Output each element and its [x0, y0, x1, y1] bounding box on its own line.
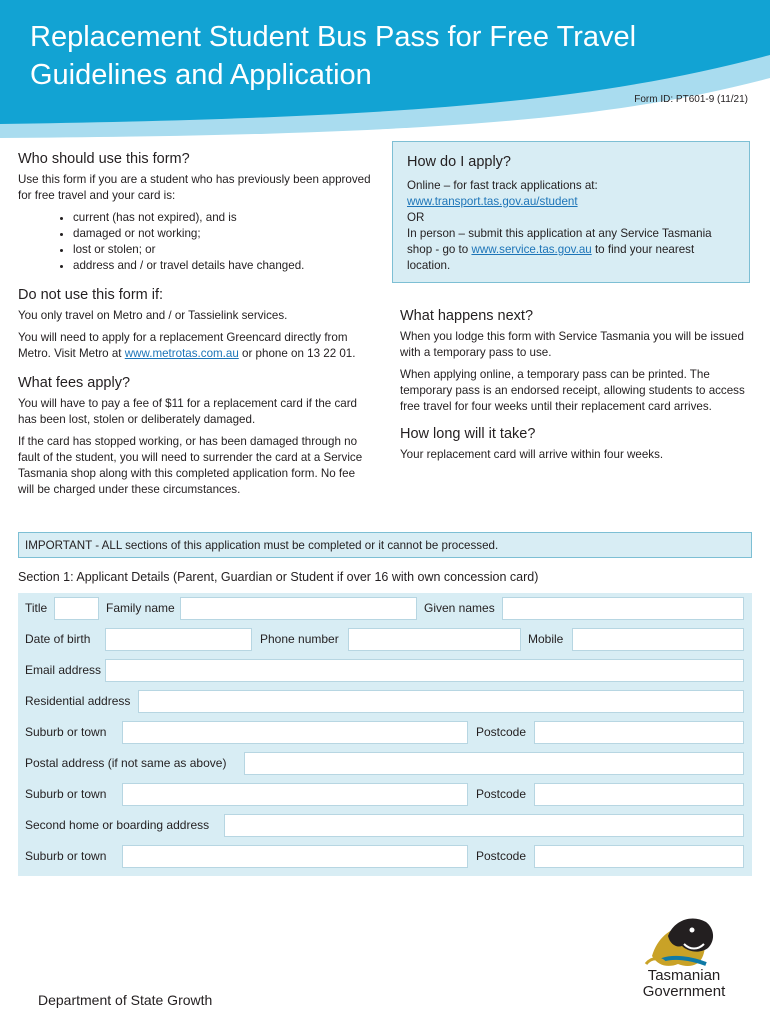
how-apply-or: OR — [407, 211, 425, 224]
second-postcode-field[interactable] — [534, 845, 744, 868]
next-p1: When you lodge this form with Service Tasmania you will be issued with a temporary pass to use. — [400, 330, 744, 359]
form-row — [18, 686, 752, 717]
second-postcode-label: Postcode — [476, 849, 527, 863]
suburb-field[interactable] — [122, 721, 468, 744]
phone-field[interactable] — [348, 628, 521, 651]
postal-label: Postal address (if not same as above) — [25, 756, 227, 770]
how-apply-heading: How do I apply? — [407, 154, 511, 170]
suburb-label: Suburb or town — [25, 725, 107, 739]
next-p2: When applying online, a temporary pass can be printed. The temporary pass is an endorsed receipt, allowing students to access free travel for four weeks until their replacement card arrives. — [400, 368, 745, 413]
residential-field[interactable] — [138, 690, 744, 713]
mobile-field[interactable] — [572, 628, 744, 651]
who-should-heading: Who should use this form? — [18, 151, 190, 167]
phone-label: Phone number — [260, 632, 339, 646]
service-tas-link[interactable]: www.service.tas.gov.au — [471, 243, 592, 256]
how-apply-box — [392, 141, 750, 283]
title-label: Title — [25, 601, 48, 615]
left-column — [18, 150, 373, 504]
form-row — [18, 655, 752, 686]
who-should-intro: Use this form if you are a student who has previously been approved for free travel and your card is: — [18, 173, 371, 202]
government-logo-text — [618, 968, 750, 1000]
transport-link[interactable]: www.transport.tas.gov.au/student — [407, 195, 578, 208]
mobile-label: Mobile — [528, 632, 564, 646]
do-not-use-heading: Do not use this form if: — [18, 287, 164, 303]
list-item: • current (has not expired), and is — [73, 210, 373, 226]
metro-link[interactable]: www.metrotas.com.au — [124, 347, 239, 360]
applicant-details-form — [18, 593, 752, 876]
right-column — [400, 307, 750, 469]
how-long-p1: Your replacement card will arrive within four weeks. — [400, 448, 664, 461]
section-1-title: Section 1: Applicant Details (Parent, Guardian or Student if over 16 with own concession card) — [18, 570, 539, 584]
dob-label: Date of birth — [25, 632, 91, 646]
logo-line-2: Government — [642, 983, 726, 1000]
second-home-field[interactable] — [224, 814, 744, 837]
postal-suburb-label: Suburb or town — [25, 787, 107, 801]
second-suburb-field[interactable] — [122, 845, 468, 868]
fees-p2: If the card has stopped working, or has been damaged through no fault of the student, you will need to surrender the card at a Service Tasmania shop along with this completed application form. No fee will be charged under these circumstances. — [18, 435, 363, 496]
form-id: Form ID: PT601-9 (11/21) — [634, 94, 748, 105]
how-long-heading: How long will it take? — [400, 426, 536, 442]
important-notice: IMPORTANT - ALL sections of this application must be completed or it cannot be processed. — [18, 532, 752, 558]
how-apply-inperson — [407, 226, 735, 274]
logo-line-1: Tasmanian — [647, 967, 721, 984]
do-not-use-p2 — [18, 330, 373, 362]
do-not-use-p1: You only travel on Metro and / or Tassielink services. — [18, 309, 288, 322]
title-line-2: Guidelines and Application — [30, 59, 372, 91]
form-row — [18, 779, 752, 810]
who-should-list — [18, 210, 373, 274]
form-row — [18, 624, 752, 655]
fees-p1: You will have to pay a fee of $11 for a replacement card if the card has been lost, stolen or deliberately damaged. — [18, 397, 357, 426]
how-apply-online: Online – for fast track applications at: — [407, 179, 598, 192]
department-name: Department of State Growth — [38, 992, 213, 1008]
fees-heading: What fees apply? — [18, 375, 131, 391]
postal-field[interactable] — [244, 752, 744, 775]
do-not-use-p2-post: or phone on 13 22 01. — [238, 347, 356, 360]
residential-label: Residential address — [25, 694, 131, 708]
list-item: • address and / or travel details have changed. — [73, 258, 373, 274]
do-not-use-p2-text: You will need to apply for a replacement Greencard directly from Metro. Visit Metro at — [18, 331, 348, 360]
how-apply-inperson-text: In person – submit this application at any Service Tasmania shop - go to — [407, 227, 712, 256]
email-field[interactable] — [105, 659, 744, 682]
postal-postcode-label: Postcode — [476, 787, 527, 801]
form-row — [18, 810, 752, 841]
family-name-field[interactable] — [180, 597, 417, 620]
family-name-label: Family name — [106, 601, 175, 615]
postcode-field[interactable] — [534, 721, 744, 744]
list-item: • damaged or not working; — [73, 226, 373, 242]
second-suburb-label: Suburb or town — [25, 849, 107, 863]
second-home-label: Second home or boarding address — [25, 818, 210, 832]
postal-suburb-field[interactable] — [122, 783, 468, 806]
dob-field[interactable] — [105, 628, 252, 651]
how-apply-inperson-post: to find your nearest location. — [407, 243, 695, 272]
title-line-1: Replacement Student Bus Pass for Free Travel — [30, 21, 637, 53]
form-row — [18, 748, 752, 779]
page-title — [30, 18, 636, 94]
list-item: • lost or stolen; or — [73, 242, 373, 258]
email-label: Email address — [25, 663, 102, 677]
given-names-label: Given names — [424, 601, 495, 615]
given-names-field[interactable] — [502, 597, 744, 620]
postcode-label: Postcode — [476, 725, 527, 739]
next-heading: What happens next? — [400, 308, 534, 324]
form-row — [18, 717, 752, 748]
title-field[interactable] — [54, 597, 99, 620]
form-row — [18, 593, 752, 624]
form-row — [18, 841, 752, 872]
postal-postcode-field[interactable] — [534, 783, 744, 806]
